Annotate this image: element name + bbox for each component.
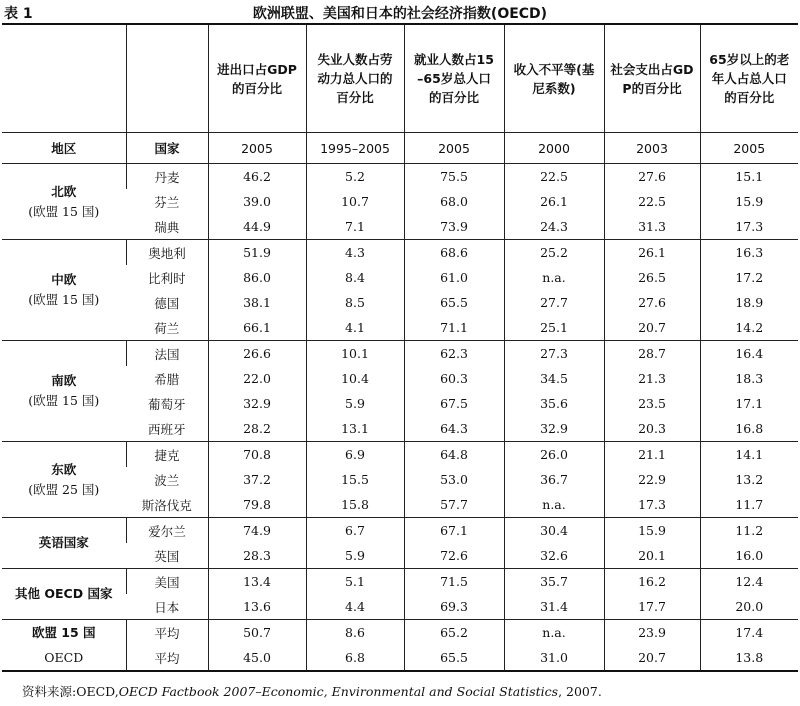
table-row <box>2 341 798 367</box>
table-label: 表 1 <box>4 6 33 22</box>
country-cell: 葡萄牙 <box>147 396 186 412</box>
value-cell: 17.3 <box>604 492 700 518</box>
column-header-text: 进出口占GDP的百分比 <box>217 61 297 96</box>
value-cell: 6.7 <box>306 518 404 544</box>
value-cell: 22.0 <box>208 366 306 391</box>
value-cell: 28.2 <box>208 416 306 442</box>
source-title: OECD Factbook 2007–Economic, Environmental and Social Statistics <box>118 684 559 699</box>
table-row <box>2 240 798 266</box>
value-cell: 11.2 <box>700 518 798 544</box>
value-cell: 24.3 <box>504 214 604 240</box>
table-row <box>2 569 798 595</box>
value-cell: 15.9 <box>604 518 700 544</box>
value-cell: 50.7 <box>208 620 306 646</box>
average-label-cell: 平均 <box>126 645 208 671</box>
value-cell: 35.6 <box>504 391 604 416</box>
value-cell: 16.3 <box>700 240 798 266</box>
value-cell: 26.1 <box>504 189 604 214</box>
country-cell: 荷兰 <box>154 320 180 336</box>
column-header <box>306 24 404 133</box>
value-cell: 70.8 <box>208 442 306 468</box>
value-cell: 18.9 <box>700 290 798 315</box>
region-cell <box>2 240 126 341</box>
value-cell: 5.2 <box>306 164 404 190</box>
value-cell: 32.6 <box>504 543 604 569</box>
value-cell: 28.7 <box>604 341 700 367</box>
value-cell: n.a. <box>504 265 604 290</box>
year-cell: 2005 <box>208 133 306 164</box>
value-cell: 38.1 <box>208 290 306 315</box>
value-cell: 65.5 <box>404 645 504 671</box>
header-blank-region <box>2 24 126 133</box>
value-cell: 53.0 <box>404 467 504 492</box>
year-cell: 2005 <box>404 133 504 164</box>
value-cell: 13.1 <box>306 416 404 442</box>
value-cell: 71.1 <box>404 315 504 341</box>
value-cell: 16.8 <box>700 416 798 442</box>
value-cell: 8.4 <box>306 265 404 290</box>
year-cell: 2000 <box>504 133 604 164</box>
value-cell: 20.1 <box>604 543 700 569</box>
header-blank-country <box>126 24 208 133</box>
title-row <box>2 2 798 22</box>
value-cell: 20.7 <box>604 645 700 671</box>
year-cell: 1995–2005 <box>306 133 404 164</box>
value-cell: 31.0 <box>504 645 604 671</box>
country-cell: 比利时 <box>147 270 186 286</box>
column-header-text: 就业人数占15–65岁总人口的百分比 <box>414 52 494 105</box>
data-table <box>2 23 798 672</box>
value-cell: 7.1 <box>306 214 404 240</box>
region-note: (欧盟 15 国) <box>28 292 100 307</box>
value-cell: 5.9 <box>306 543 404 569</box>
source-prefix: 资料来源:OECD, <box>22 684 119 699</box>
value-cell: 67.5 <box>404 391 504 416</box>
value-cell: 25.2 <box>504 240 604 266</box>
column-header-text: 65岁以上的老年人占总人口的百分比 <box>709 52 790 105</box>
value-cell: 37.2 <box>208 467 306 492</box>
value-cell: 26.0 <box>504 442 604 468</box>
value-cell: 27.6 <box>604 164 700 190</box>
value-cell: 21.3 <box>604 366 700 391</box>
value-cell: n.a. <box>504 492 604 518</box>
region-cell <box>2 518 126 569</box>
value-cell: 6.8 <box>306 645 404 671</box>
value-cell: 62.3 <box>404 341 504 367</box>
column-header <box>504 24 604 133</box>
region-name: 南欧 <box>51 373 77 388</box>
value-cell: 51.9 <box>208 240 306 266</box>
column-header-row <box>2 24 798 133</box>
value-cell: 20.7 <box>604 315 700 341</box>
value-cell: 15.8 <box>306 492 404 518</box>
value-cell: 73.9 <box>404 214 504 240</box>
column-header-text: 失业人数占劳动力总人口的百分比 <box>317 52 393 105</box>
region-label: 地区 <box>2 133 126 164</box>
table-row <box>2 518 798 544</box>
source-suffix: , 2007. <box>558 684 602 699</box>
value-cell: 22.5 <box>604 189 700 214</box>
value-cell: 75.5 <box>404 164 504 190</box>
value-cell: 13.8 <box>700 645 798 671</box>
average-row <box>2 620 798 646</box>
value-cell: 22.5 <box>504 164 604 190</box>
value-cell: 14.2 <box>700 315 798 341</box>
value-cell: 64.3 <box>404 416 504 442</box>
value-cell: 5.9 <box>306 391 404 416</box>
value-cell: 12.4 <box>700 569 798 595</box>
value-cell: 17.2 <box>700 265 798 290</box>
value-cell: 31.4 <box>504 594 604 620</box>
value-cell: 30.4 <box>504 518 604 544</box>
value-cell: 35.7 <box>504 569 604 595</box>
value-cell: 34.5 <box>504 366 604 391</box>
table-row <box>2 442 798 468</box>
value-cell: 13.4 <box>208 569 306 595</box>
country-cell: 德国 <box>154 295 180 311</box>
region-name: 北欧 <box>51 183 77 199</box>
value-cell: 86.0 <box>208 265 306 290</box>
value-cell: 6.9 <box>306 442 404 468</box>
region-note: (欧盟 15 国) <box>28 393 100 408</box>
value-cell: 5.1 <box>306 569 404 595</box>
region-cell <box>2 442 126 518</box>
country-cell: 日本 <box>154 599 180 615</box>
value-cell: 26.6 <box>208 341 306 367</box>
region-cell <box>2 341 126 442</box>
value-cell: 79.8 <box>208 492 306 518</box>
value-cell: 65.2 <box>404 620 504 646</box>
country-cell: 爱尔兰 <box>126 518 208 544</box>
country-cell: 希腊 <box>154 371 180 387</box>
column-header <box>404 24 504 133</box>
value-cell: 68.6 <box>404 240 504 266</box>
subheader-row <box>2 133 798 164</box>
value-cell: 27.3 <box>504 341 604 367</box>
region-name: 其他 OECD 国家 <box>15 586 113 601</box>
value-cell: 15.5 <box>306 467 404 492</box>
value-cell: 72.6 <box>404 543 504 569</box>
value-cell: 10.1 <box>306 341 404 367</box>
country-cell: 西班牙 <box>147 421 186 437</box>
table-row <box>2 164 798 190</box>
average-row <box>2 645 798 671</box>
year-cell: 2003 <box>604 133 700 164</box>
value-cell: 17.3 <box>700 214 798 240</box>
value-cell: 60.3 <box>404 366 504 391</box>
country-cell: 法国 <box>126 341 208 367</box>
value-cell: 20.3 <box>604 416 700 442</box>
value-cell: 10.4 <box>306 366 404 391</box>
column-header-text: 社会支出占GDP的百分比 <box>610 61 694 96</box>
country-label: 国家 <box>126 133 208 164</box>
value-cell: 14.1 <box>700 442 798 468</box>
value-cell: 20.0 <box>700 594 798 620</box>
value-cell: 66.1 <box>208 315 306 341</box>
value-cell: 31.3 <box>604 214 700 240</box>
value-cell: 10.7 <box>306 189 404 214</box>
region-name: 东欧 <box>51 461 77 477</box>
table-title: 欧洲联盟、美国和日本的社会经济指数(OECD) <box>252 6 548 22</box>
average-label-cell: 平均 <box>126 620 208 646</box>
country-cell: 捷克 <box>126 442 208 468</box>
value-cell: 4.3 <box>306 240 404 266</box>
value-cell: 44.9 <box>208 214 306 240</box>
region-cell <box>2 569 126 620</box>
column-header-text: 收入不平等(基尼系数) <box>513 61 595 96</box>
average-region-cell: OECD <box>2 645 126 671</box>
country-cell: 波兰 <box>154 472 180 488</box>
value-cell: 74.9 <box>208 518 306 544</box>
value-cell: 15.9 <box>700 189 798 214</box>
country-cell: 美国 <box>126 569 208 595</box>
value-cell: 17.7 <box>604 594 700 620</box>
country-cell: 奥地利 <box>126 240 208 266</box>
value-cell: 15.1 <box>700 164 798 190</box>
value-cell: 36.7 <box>504 467 604 492</box>
value-cell: 71.5 <box>404 569 504 595</box>
value-cell: 13.2 <box>700 467 798 492</box>
value-cell: 57.7 <box>404 492 504 518</box>
value-cell: 8.6 <box>306 620 404 646</box>
value-cell: 68.0 <box>404 189 504 214</box>
value-cell: 26.5 <box>604 265 700 290</box>
value-cell: 45.0 <box>208 645 306 671</box>
value-cell: 4.1 <box>306 315 404 341</box>
country-cell: 芬兰 <box>154 194 180 210</box>
value-cell: 17.4 <box>700 620 798 646</box>
value-cell: 32.9 <box>504 416 604 442</box>
value-cell: 4.4 <box>306 594 404 620</box>
value-cell: 27.7 <box>504 290 604 315</box>
value-cell: 18.3 <box>700 366 798 391</box>
value-cell: 16.0 <box>700 543 798 569</box>
country-cell: 丹麦 <box>126 164 208 190</box>
value-cell: 8.5 <box>306 290 404 315</box>
region-cell <box>2 164 126 240</box>
value-cell: 16.4 <box>700 341 798 367</box>
value-cell: 13.6 <box>208 594 306 620</box>
region-name: 英语国家 <box>38 535 89 550</box>
value-cell: n.a. <box>504 620 604 646</box>
region-name: 中欧 <box>51 272 77 287</box>
column-header <box>208 24 306 133</box>
value-cell: 11.7 <box>700 492 798 518</box>
value-cell: 23.5 <box>604 391 700 416</box>
value-cell: 22.9 <box>604 467 700 492</box>
value-cell: 61.0 <box>404 265 504 290</box>
value-cell: 17.1 <box>700 391 798 416</box>
value-cell: 21.1 <box>604 442 700 468</box>
value-cell: 69.3 <box>404 594 504 620</box>
value-cell: 32.9 <box>208 391 306 416</box>
year-cell: 2005 <box>700 133 798 164</box>
column-header <box>604 24 700 133</box>
value-cell: 46.2 <box>208 164 306 190</box>
value-cell: 26.1 <box>604 240 700 266</box>
country-cell: 瑞典 <box>154 219 180 235</box>
value-cell: 39.0 <box>208 189 306 214</box>
value-cell: 65.5 <box>404 290 504 315</box>
country-cell: 英国 <box>154 548 180 564</box>
value-cell: 67.1 <box>404 518 504 544</box>
region-note: (欧盟 25 国) <box>28 481 100 497</box>
source-note <box>22 682 602 700</box>
value-cell: 64.8 <box>404 442 504 468</box>
value-cell: 16.2 <box>604 569 700 595</box>
country-cell: 斯洛伐克 <box>141 497 192 513</box>
value-cell: 28.3 <box>208 543 306 569</box>
value-cell: 27.6 <box>604 290 700 315</box>
column-header <box>700 24 798 133</box>
region-note: (欧盟 15 国) <box>28 203 100 219</box>
average-region-cell: 欧盟 15 国 <box>2 620 126 646</box>
value-cell: 25.1 <box>504 315 604 341</box>
value-cell: 23.9 <box>604 620 700 646</box>
